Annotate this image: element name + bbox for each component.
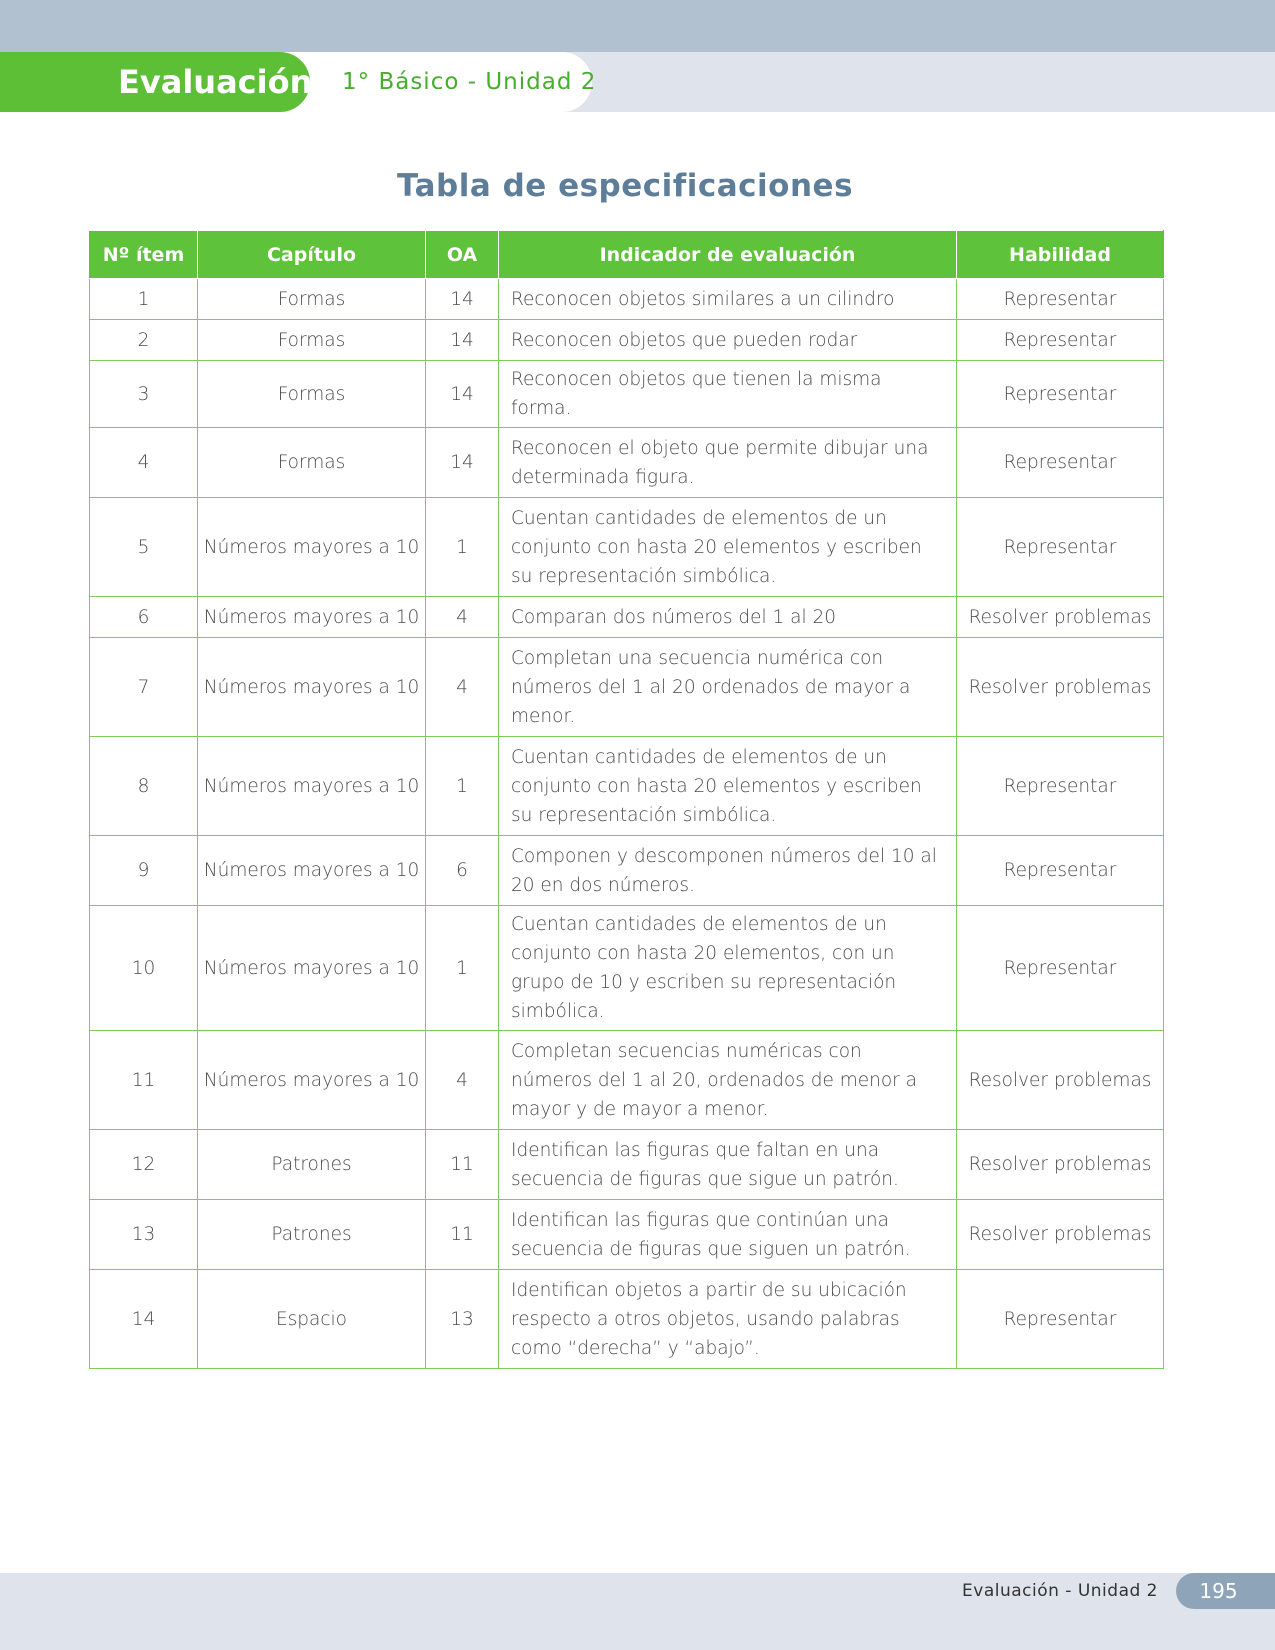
table-row [90, 1270, 1164, 1369]
table-row [90, 1130, 1164, 1200]
chapter-cell: Números mayores a 10 [198, 737, 426, 836]
column-header: Indicador de evaluación [499, 231, 957, 279]
item-number-cell: 7 [90, 638, 198, 737]
indicator-cell: Componen y descomponen números del 10 al 20 en dos números. [499, 836, 957, 906]
skill-cell: Representar [957, 906, 1164, 1031]
chapter-cell: Espacio [198, 1270, 426, 1369]
item-number-cell: 1 [90, 279, 198, 320]
indicator-cell: Reconocen objetos que tienen la misma forma. [499, 361, 957, 428]
chapter-cell: Formas [198, 428, 426, 498]
item-number-cell: 11 [90, 1031, 198, 1130]
oa-cell: 4 [426, 638, 499, 737]
specifications-table [89, 230, 1164, 1369]
chapter-cell: Patrones [198, 1130, 426, 1200]
table-row [90, 906, 1164, 1031]
skill-cell: Representar [957, 320, 1164, 361]
skill-cell: Resolver problemas [957, 1200, 1164, 1270]
skill-cell: Representar [957, 737, 1164, 836]
table-row [90, 638, 1164, 737]
table-row [90, 361, 1164, 428]
top-band [0, 0, 1275, 52]
section-subtitle: 1° Básico - Unidad 2 [342, 69, 597, 95]
skill-cell: Representar [957, 361, 1164, 428]
item-number-cell: 2 [90, 320, 198, 361]
chapter-cell: Números mayores a 10 [198, 597, 426, 638]
table-row [90, 428, 1164, 498]
table-title: Tabla de especificaciones [396, 168, 854, 204]
chapter-cell: Formas [198, 320, 426, 361]
chapter-cell: Números mayores a 10 [198, 836, 426, 906]
indicator-cell: Cuentan cantidades de elementos de un conjunto con hasta 20 elementos, con un grupo de 10 y escriben su representación simbólica. [499, 906, 957, 1031]
indicator-cell: Reconocen el objeto que permite dibujar una determinada figura. [499, 428, 957, 498]
item-number-cell: 4 [90, 428, 198, 498]
oa-cell: 4 [426, 1031, 499, 1130]
oa-cell: 6 [426, 836, 499, 906]
table-row [90, 597, 1164, 638]
chapter-cell: Números mayores a 10 [198, 1031, 426, 1130]
table-row [90, 1031, 1164, 1130]
skill-cell: Representar [957, 836, 1164, 906]
item-number-cell: 10 [90, 906, 198, 1031]
chapter-cell: Números mayores a 10 [198, 906, 426, 1031]
column-header: OA [426, 231, 499, 279]
section-tab: Evaluación [0, 52, 310, 112]
indicator-cell: Cuentan cantidades de elementos de un conjunto con hasta 20 elementos y escriben su representación simbólica. [499, 498, 957, 597]
column-header: Habilidad [957, 231, 1164, 279]
table-row [90, 1200, 1164, 1270]
item-number-cell: 6 [90, 597, 198, 638]
indicator-cell: Identifican objetos a partir de su ubicación respecto a otros objetos, usando palabras como “derecha” y “abajo”. [499, 1270, 957, 1369]
indicator-cell: Reconocen objetos similares a un cilindro [499, 279, 957, 320]
skill-cell: Representar [957, 279, 1164, 320]
indicator-cell: Reconocen objetos que pueden rodar [499, 320, 957, 361]
table-row [90, 836, 1164, 906]
skill-cell: Representar [957, 498, 1164, 597]
indicator-cell: Completan una secuencia numérica con números del 1 al 20 ordenados de mayor a menor. [499, 638, 957, 737]
item-number-cell: 12 [90, 1130, 198, 1200]
oa-cell: 13 [426, 1270, 499, 1369]
oa-cell: 14 [426, 428, 499, 498]
oa-cell: 1 [426, 737, 499, 836]
footer-label: Evaluación - Unidad 2 [962, 1581, 1158, 1601]
chapter-cell: Formas [198, 279, 426, 320]
indicator-cell: Comparan dos números del 1 al 20 [499, 597, 957, 638]
indicator-cell: Identifican las figuras que continúan una secuencia de figuras que siguen un patrón. [499, 1200, 957, 1270]
table-row [90, 498, 1164, 597]
oa-cell: 1 [426, 498, 499, 597]
chapter-cell: Formas [198, 361, 426, 428]
item-number-cell: 9 [90, 836, 198, 906]
table-row [90, 320, 1164, 361]
column-header: Capítulo [198, 231, 426, 279]
indicator-cell: Completan secuencias numéricas con números del 1 al 20, ordenados de menor a mayor y de mayor a menor. [499, 1031, 957, 1130]
chapter-cell: Números mayores a 10 [198, 498, 426, 597]
indicator-cell: Identifican las figuras que faltan en una secuencia de figuras que sigue un patrón. [499, 1130, 957, 1200]
skill-cell: Resolver problemas [957, 1031, 1164, 1130]
oa-cell: 4 [426, 597, 499, 638]
oa-cell: 14 [426, 279, 499, 320]
chapter-cell: Patrones [198, 1200, 426, 1270]
skill-cell: Representar [957, 428, 1164, 498]
item-number-cell: 8 [90, 737, 198, 836]
skill-cell: Resolver problemas [957, 1130, 1164, 1200]
table-header-row [90, 231, 1164, 279]
item-number-cell: 3 [90, 361, 198, 428]
oa-cell: 14 [426, 320, 499, 361]
oa-cell: 1 [426, 906, 499, 1031]
item-number-cell: 14 [90, 1270, 198, 1369]
oa-cell: 11 [426, 1130, 499, 1200]
skill-cell: Resolver problemas [957, 597, 1164, 638]
chapter-cell: Números mayores a 10 [198, 638, 426, 737]
indicator-cell: Cuentan cantidades de elementos de un conjunto con hasta 20 elementos y escriben su representación simbólica. [499, 737, 957, 836]
table-row [90, 279, 1164, 320]
skill-cell: Resolver problemas [957, 638, 1164, 737]
oa-cell: 11 [426, 1200, 499, 1270]
page-number: 195 [1176, 1573, 1275, 1609]
column-header: Nº ítem [90, 231, 198, 279]
oa-cell: 14 [426, 361, 499, 428]
item-number-cell: 5 [90, 498, 198, 597]
skill-cell: Representar [957, 1270, 1164, 1369]
item-number-cell: 13 [90, 1200, 198, 1270]
table-row [90, 737, 1164, 836]
